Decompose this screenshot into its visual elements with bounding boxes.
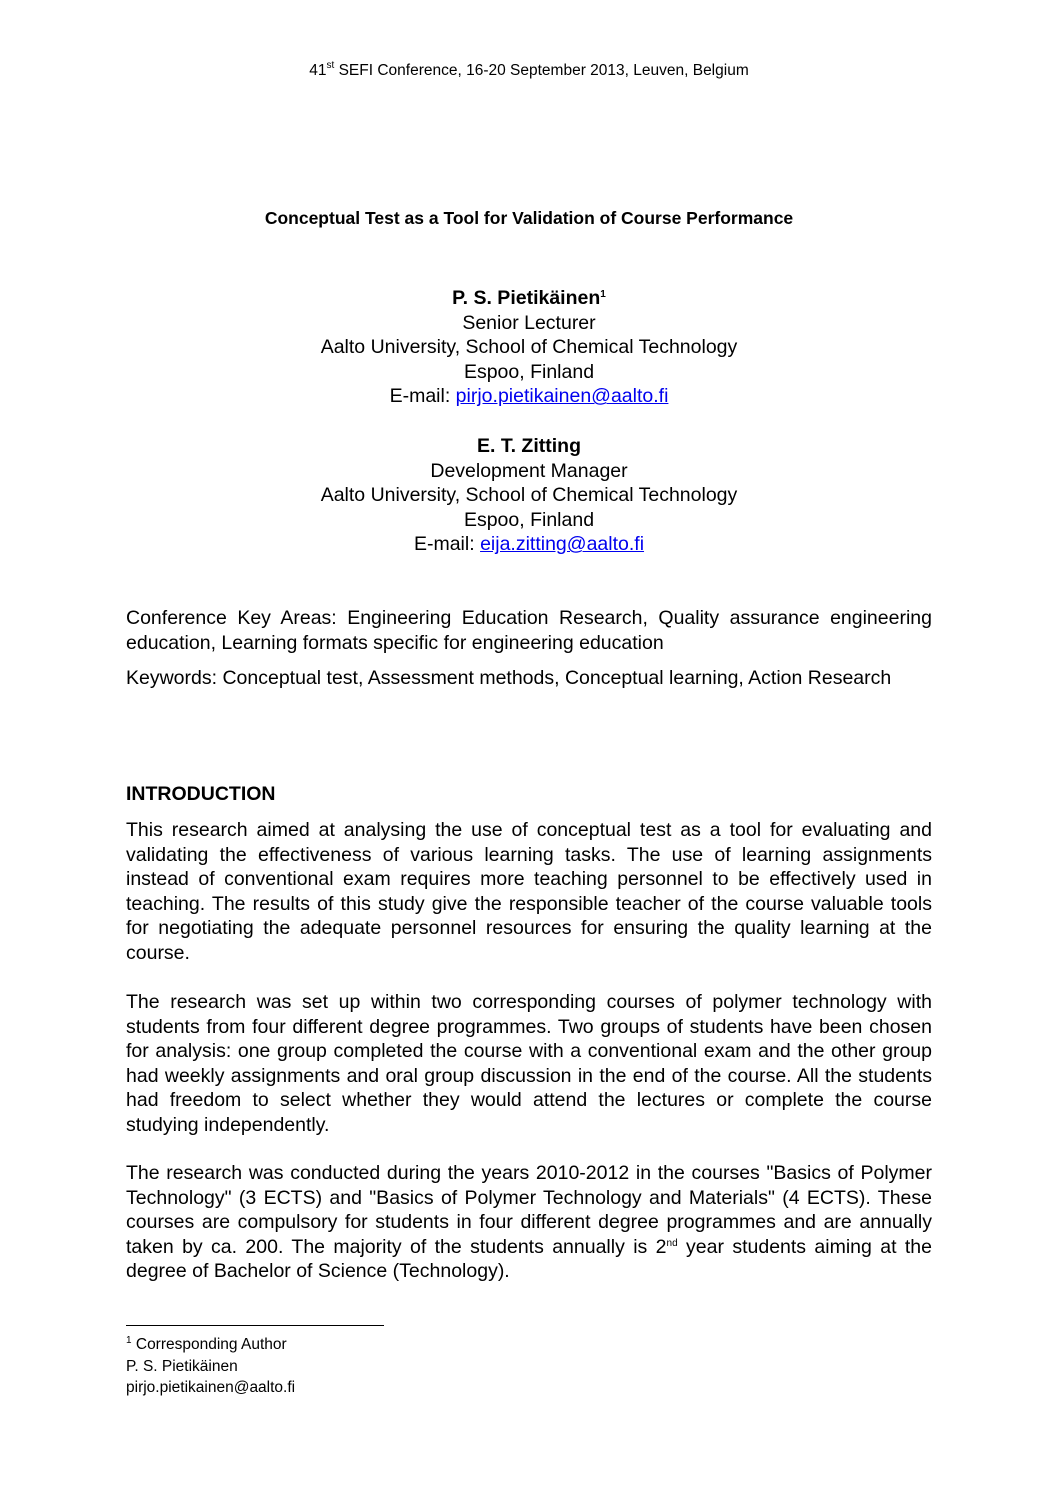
author-name: E. T. Zitting	[477, 435, 581, 457]
footnote-mark: 1	[126, 1335, 132, 1346]
introduction-paragraph-3	[126, 1161, 932, 1284]
author-name: P. S. Pietikäinen	[452, 287, 601, 309]
paper-title: Conceptual Test as a Tool for Validation of Course Performance	[264, 208, 794, 228]
author-affiliation: Aalto University, School of Chemical Technology	[320, 484, 738, 507]
author-email-line	[0, 532, 1058, 557]
paragraph-3-superscript: nd	[666, 1237, 678, 1249]
conference-header	[0, 62, 1058, 80]
author-email-line	[0, 384, 1058, 409]
introduction-heading: INTRODUCTION	[126, 783, 276, 805]
paragraph-3-text-b: year students aiming at the degree of Bachelor of Science (Technology).	[126, 1235, 932, 1283]
author-position: Development Manager	[430, 459, 628, 482]
header-ordinal: 41	[309, 62, 327, 79]
email-label: E-mail:	[413, 533, 481, 556]
conference-key-areas: Conference Key Areas: Engineering Education Research, Quality assurance engineering education, Learning formats specific for engineering education	[126, 607, 932, 654]
footnote-line-2: P. S. Pietikäinen	[126, 1357, 238, 1375]
email-label: E-mail:	[389, 385, 456, 408]
author-position: Senior Lecturer	[462, 311, 596, 334]
author-location: Espoo, Finland	[463, 508, 595, 531]
author-email-link[interactable]: pirjo.pietikainen@aalto.fi	[455, 385, 669, 408]
paragraph-3-text-a: The research was conducted during the years 2010-2012 in the courses "Basics of Polymer Technology" (3 ECTS) and "Basics of Polymer Technology and Materials" (4 ECTS). These courses are compulsory for students in four different degree programmes and are annually taken by ca. 200. The majority of the students annually is 2	[126, 1162, 932, 1258]
author-location: Espoo, Finland	[463, 360, 595, 383]
author-affiliation: Aalto University, School of Chemical Technology	[320, 336, 738, 359]
header-ordinal-suffix: st	[326, 60, 335, 71]
author-footnote-mark: 1	[600, 289, 606, 300]
footnotes	[126, 1334, 295, 1399]
author-block-2	[0, 434, 1058, 557]
author-block-1	[0, 286, 1058, 409]
header-text: SEFI Conference, 16-20 September 2013, Leuven, Belgium	[334, 62, 749, 79]
author-email-link[interactable]: eija.zitting@aalto.fi	[480, 533, 645, 556]
introduction-paragraph-2: The research was set up within two corresponding courses of polymer technology with students from four different degree programmes. Two groups of students have been chosen for analysis: one group completed the course with a conventional exam and the other group had weekly assignments and oral group discussion in the end of the course. All the students had freedom to select whether they would attend the lectures or complete the course studying independently.	[126, 991, 932, 1136]
footnote-line-1	[126, 1334, 295, 1356]
footnote-line-3: pirjo.pietikainen@aalto.fi	[126, 1379, 296, 1396]
introduction-paragraph-1: This research aimed at analysing the use of conceptual test as a tool for evaluating and validating the effectiveness of various learning tasks. The use of learning assignments instead of conventional exam requires more teaching personnel to be effectively used in teaching. The results of this study give the responsible teacher of the course valuable tools for negotiating the adequate personnel resources for ensuring the quality learning at the course.	[126, 819, 932, 964]
footnote-text: Corresponding Author	[131, 1336, 287, 1353]
keywords: Keywords: Conceptual test, Assessment methods, Conceptual learning, Action Research	[126, 667, 892, 689]
footnote-divider	[126, 1325, 384, 1326]
